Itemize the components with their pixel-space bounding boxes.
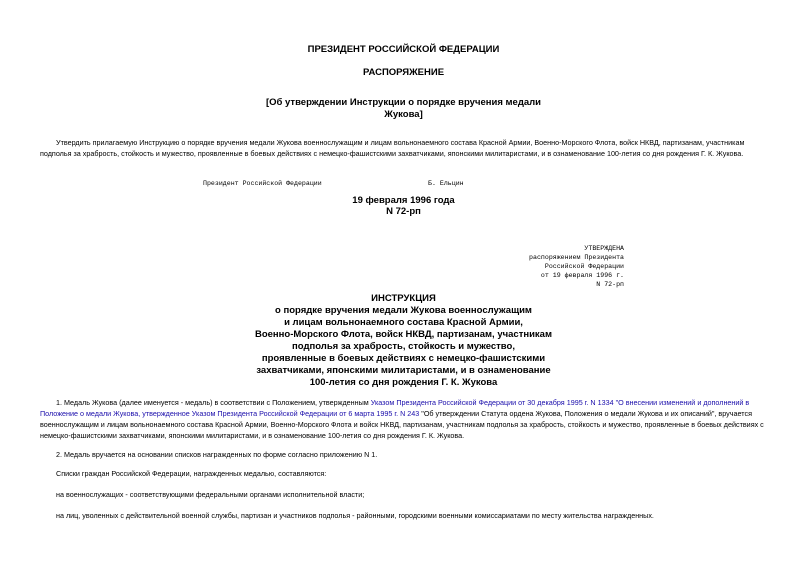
approved-line-4: от 19 февраля 1996 г.: [540, 272, 624, 279]
document-type: РАСПОРЯЖЕНИЕ: [362, 67, 445, 78]
approved-line-2: распоряжением Президента: [529, 254, 624, 261]
paragraph-1-line2: [40, 408, 776, 419]
approved-line-1: УТВЕРЖДЕНА: [584, 245, 624, 252]
paragraph-5: на лиц, уволенных с действительной военной службы, партизан и участников подполья - районными, городскими военными комиссариатами по месту жительства награжденных.: [56, 511, 654, 520]
intro-line1: Утвердить прилагаемую Инструкцию о порядке вручения медали Жукова военнослужащим и лицам вольнонаемного состава Красной Армии, Военно-Морского Флота, войск НКВД, партизанам, участникам: [56, 138, 745, 147]
paragraph-1-line4: немецко-фашистскими захватчиками, японскими милитаристами, и в ознаменование 100-летия со дня рождения Г. К. Жукова.: [40, 431, 465, 440]
paragraph-3: Списки граждан Российской Федерации, награжденных медалью, составляются:: [56, 469, 327, 478]
instruction-subtitle-line: подполья за храбрость, стойкость и мужество,: [292, 341, 515, 352]
paragraph-1-line1: [56, 397, 776, 408]
signature-position: Президент Российской Федерации: [203, 180, 322, 187]
signature-name: Б. Ельцин: [428, 180, 464, 187]
paragraph-4: на военнослужащих - соответствующими федеральными органами исполнительной власти;: [56, 490, 365, 499]
document-subject-line2: Жукова]: [384, 109, 423, 120]
president-title: ПРЕЗИДЕНТ РОССИЙСКОЙ ФЕДЕРАЦИИ: [307, 44, 500, 55]
approved-line-5: N 72-рп: [596, 281, 624, 288]
decree-1334-link[interactable]: Указом Президента Российской Федерации от 30 декабря 1995 г. N 1334 "О внесении изменений и дополнений в: [370, 398, 750, 407]
paragraph-1-text: "Об утверждении Статута ордена Жукова, Положения о медали Жукова и их описаний", вручается: [419, 409, 752, 418]
instruction-subtitle-line: Военно-Морского Флота, войск НКВД, партизанам, участникам: [254, 329, 552, 340]
instruction-subtitle-line: проявленные в боевых действиях с немецко-фашистскими: [261, 353, 546, 364]
document-number: N 72-рп: [386, 206, 421, 217]
paragraph-1-text: 1. Медаль Жукова (далее именуется - медаль) в соответствии с Положением, утвержденным: [56, 398, 371, 407]
instruction-subtitle-line: захватчиками, японскими милитаристами, и в ознаменование: [256, 365, 551, 376]
intro-line2: подполья за храбрость, стойкость и мужество, проявленные в боевых действиях с немецко-фашистскими захватчиками, японскими милитаристами, и в ознаменование 100-летия со дня рождения Г. К. Жукова.: [40, 149, 744, 158]
instruction-subtitle-line: 100-летия со дня рождения Г. К. Жукова: [309, 377, 498, 388]
document-date: 19 февраля 1996 года: [352, 195, 455, 206]
approved-line-3: Российской Федерации: [544, 263, 624, 270]
instruction-title: ИНСТРУКЦИЯ: [371, 293, 436, 304]
decree-243-link[interactable]: Положение о медали Жукова, утвержденное Указом Президента Российской Федерации от 6 марта 1995 г. N 243: [40, 409, 420, 418]
paragraph-1-line3: военнослужащим и лицам вольнонаемного состава Красной Армии, Военно-Морского Флота и войск НКВД, партизанам, участникам подполья за храбрость, стойкость и мужество, проявленные в боевых действиях с: [40, 420, 764, 429]
instruction-subtitle-line: и лицам вольнонаемного состава Красной Армии,: [284, 317, 523, 328]
instruction-subtitle-line: о порядке вручения медали Жукова военнослужащим: [275, 305, 532, 316]
document-subject-line1: [Об утверждении Инструкции о порядке вручения медали: [265, 97, 542, 108]
paragraph-2: 2. Медаль вручается на основании списков награжденных по форме согласно приложению N 1.: [56, 450, 378, 459]
